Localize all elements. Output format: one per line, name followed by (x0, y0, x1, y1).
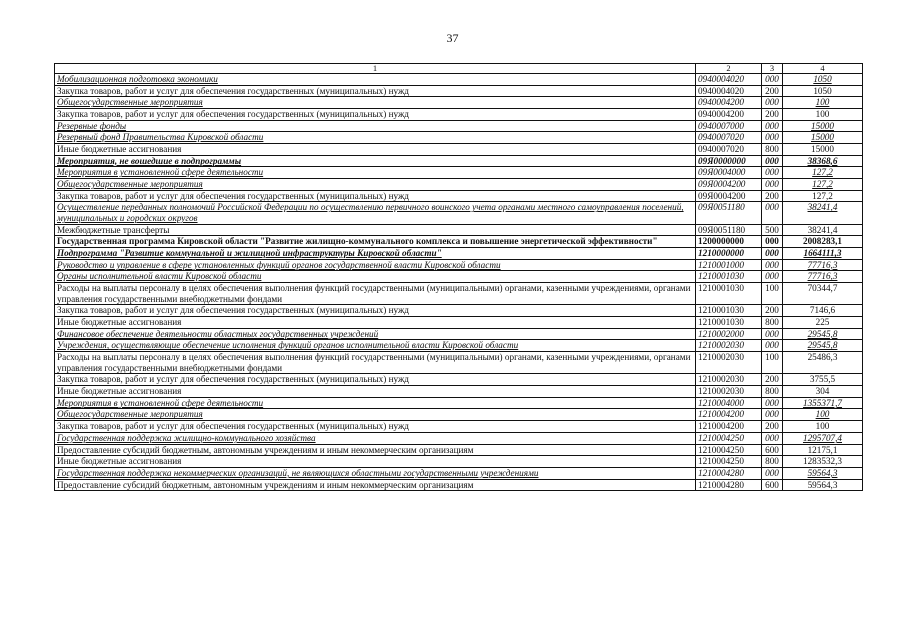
row-name-cell: Расходы на выплаты персоналу в целях обеспечения выполнения функций государственными (муниципальными) органами, казенными учреждениями, органами управления государственными внебюджетными фондами (55, 352, 696, 374)
row-vr-cell: 000 (762, 74, 783, 86)
row-sum-cell: 29545,8 (783, 328, 863, 340)
row-sum-cell: 38368,6 (783, 155, 863, 167)
row-vr-cell: 600 (762, 444, 783, 456)
row-code-cell: 0940007000 (696, 120, 762, 132)
table-row (55, 467, 863, 479)
row-sum-cell: 127,2 (783, 190, 863, 202)
row-name-cell: Органы исполнительной власти Кировской области (55, 271, 696, 283)
row-name-cell: Расходы на выплаты персоналу в целях обеспечения выполнения функций государственными (муниципальными) органами, казенными учреждениями, органами управления государственными внебюджетными фондами (55, 283, 696, 305)
row-name-cell: Межбюджетные трансферты (55, 224, 696, 236)
row-name-cell: Общегосударственные мероприятия (55, 409, 696, 421)
row-name-cell: Общегосударственные мероприятия (55, 97, 696, 109)
row-code-cell: 1210004280 (696, 467, 762, 479)
row-vr-cell: 000 (762, 167, 783, 179)
row-vr-cell: 000 (762, 397, 783, 409)
row-name-cell: Государственная поддержка жилищно-коммунального хозяйства (55, 432, 696, 444)
row-name-cell: Мероприятия в установленной сфере деятельности (55, 397, 696, 409)
row-code-cell: 1200000000 (696, 236, 762, 248)
row-code-cell: 0940004200 (696, 109, 762, 121)
row-vr-cell: 000 (762, 155, 783, 167)
row-vr-cell: 500 (762, 224, 783, 236)
table-row (55, 120, 863, 132)
row-sum-cell: 1050 (783, 74, 863, 86)
row-name-cell: Резервный фонд Правительства Кировской области (55, 132, 696, 144)
table-row (55, 352, 863, 374)
row-vr-cell: 000 (762, 248, 783, 260)
row-vr-cell: 000 (762, 432, 783, 444)
table-row (55, 386, 863, 398)
row-code-cell: 1210001030 (696, 271, 762, 283)
row-code-cell: 1210004250 (696, 432, 762, 444)
row-name-cell: Осуществление переданных полномочий Российской Федерации по осуществлению первичного воинского учета органами местного самоуправления поселений, муниципальных и городских округов (55, 202, 696, 224)
row-vr-cell: 800 (762, 144, 783, 156)
row-sum-cell: 100 (783, 109, 863, 121)
row-vr-cell: 200 (762, 85, 783, 97)
table-row (55, 155, 863, 167)
row-name-cell: Мероприятия в установленной сфере деятельности (55, 167, 696, 179)
row-code-cell: 0940004020 (696, 74, 762, 86)
row-name-cell: Закупка товаров, работ и услуг для обеспечения государственных (муниципальных) нужд (55, 85, 696, 97)
row-sum-cell: 77716,3 (783, 271, 863, 283)
row-code-cell: 1210004250 (696, 456, 762, 468)
row-sum-cell: 1355371,7 (783, 397, 863, 409)
row-sum-cell: 100 (783, 409, 863, 421)
row-name-cell: Иные бюджетные ассигнования (55, 144, 696, 156)
row-sum-cell: 15000 (783, 132, 863, 144)
table-row (55, 236, 863, 248)
row-sum-cell: 2008283,1 (783, 236, 863, 248)
row-code-cell: 09Я0004200 (696, 179, 762, 191)
row-code-cell: 0940007020 (696, 132, 762, 144)
row-code-cell: 1210000000 (696, 248, 762, 260)
row-code-cell: 1210004280 (696, 479, 762, 491)
header-cell-vr: 3 (762, 64, 783, 74)
row-code-cell: 1210002000 (696, 328, 762, 340)
row-name-cell: Предоставление субсидий бюджетным, автономным учреждениям и иным некоммерческим организациям (55, 479, 696, 491)
row-name-cell: Иные бюджетные ассигнования (55, 456, 696, 468)
row-vr-cell: 100 (762, 352, 783, 374)
table-row (55, 444, 863, 456)
row-code-cell: 1210002030 (696, 374, 762, 386)
row-sum-cell: 3755,5 (783, 374, 863, 386)
row-name-cell: Финансовое обеспечение деятельности областных государственных учреждений (55, 328, 696, 340)
row-name-cell: Подпрограмма "Развитие коммунальной и жилищной инфраструктуры Кировской области" (55, 248, 696, 260)
row-vr-cell: 100 (762, 283, 783, 305)
table-row (55, 283, 863, 305)
row-code-cell: 1210002030 (696, 352, 762, 374)
row-code-cell: 1210002030 (696, 386, 762, 398)
row-code-cell: 0940004200 (696, 97, 762, 109)
row-sum-cell: 100 (783, 421, 863, 433)
row-sum-cell: 7146,6 (783, 305, 863, 317)
table-row (55, 85, 863, 97)
table-row (55, 248, 863, 260)
row-sum-cell: 38241,4 (783, 224, 863, 236)
table-row (55, 74, 863, 86)
row-sum-cell: 1295707,4 (783, 432, 863, 444)
row-name-cell: Иные бюджетные ассигнования (55, 317, 696, 329)
row-name-cell: Закупка товаров, работ и услуг для обеспечения государственных (муниципальных) нужд (55, 421, 696, 433)
row-vr-cell: 200 (762, 374, 783, 386)
row-name-cell: Общегосударственные мероприятия (55, 179, 696, 191)
table-row (55, 190, 863, 202)
row-code-cell: 1210001000 (696, 259, 762, 271)
table-row (55, 132, 863, 144)
row-name-cell: Иные бюджетные ассигнования (55, 386, 696, 398)
row-sum-cell: 304 (783, 386, 863, 398)
row-sum-cell: 225 (783, 317, 863, 329)
row-vr-cell: 200 (762, 109, 783, 121)
row-code-cell: 09Я0051180 (696, 202, 762, 224)
row-vr-cell: 000 (762, 409, 783, 421)
row-code-cell: 1210004200 (696, 421, 762, 433)
row-code-cell: 09Я0004200 (696, 190, 762, 202)
row-name-cell: Мобилизационная подготовка экономики (55, 74, 696, 86)
header-cell-code: 2 (696, 64, 762, 74)
table-row (55, 271, 863, 283)
row-sum-cell: 15000 (783, 120, 863, 132)
row-vr-cell: 000 (762, 259, 783, 271)
row-sum-cell: 59564,3 (783, 479, 863, 491)
row-name-cell: Мероприятия, не вошедшие в подпрограммы (55, 155, 696, 167)
table-row (55, 305, 863, 317)
row-sum-cell: 25486,3 (783, 352, 863, 374)
row-code-cell: 1210001030 (696, 305, 762, 317)
table-row (55, 109, 863, 121)
row-code-cell: 1210004200 (696, 409, 762, 421)
row-sum-cell: 1664111,3 (783, 248, 863, 260)
row-name-cell: Государственная поддержка некоммерческих организаций, не являющихся областными государственными учреждениями (55, 467, 696, 479)
row-name-cell: Закупка товаров, работ и услуг для обеспечения государственных (муниципальных) нужд (55, 305, 696, 317)
row-code-cell: 1210001030 (696, 317, 762, 329)
header-cell-sum: 4 (783, 64, 863, 74)
table-row (55, 179, 863, 191)
row-name-cell: Государственная программа Кировской области "Развитие жилищно-коммунального комплекса и повышение энергетической эффективности" (55, 236, 696, 248)
budget-table-body (55, 64, 863, 491)
row-name-cell: Предоставление субсидий бюджетным, автономным учреждениям и иным некоммерческим организациям (55, 444, 696, 456)
row-name-cell: Закупка товаров, работ и услуг для обеспечения государственных (муниципальных) нужд (55, 109, 696, 121)
row-code-cell: 09Я0051180 (696, 224, 762, 236)
row-vr-cell: 000 (762, 236, 783, 248)
row-code-cell: 0940007020 (696, 144, 762, 156)
header-row (55, 64, 863, 74)
table-row (55, 479, 863, 491)
table-row (55, 97, 863, 109)
row-vr-cell: 000 (762, 132, 783, 144)
table-row (55, 202, 863, 224)
budget-table (54, 63, 863, 491)
row-sum-cell: 38241,4 (783, 202, 863, 224)
table-row (55, 259, 863, 271)
row-code-cell: 1210004250 (696, 444, 762, 456)
row-sum-cell: 127,2 (783, 167, 863, 179)
row-vr-cell: 000 (762, 202, 783, 224)
table-row (55, 328, 863, 340)
row-vr-cell: 000 (762, 179, 783, 191)
row-sum-cell: 77716,3 (783, 259, 863, 271)
row-sum-cell: 59564,3 (783, 467, 863, 479)
table-row (55, 456, 863, 468)
row-vr-cell: 200 (762, 421, 783, 433)
row-code-cell: 1210002030 (696, 340, 762, 352)
row-vr-cell: 000 (762, 120, 783, 132)
table-row (55, 340, 863, 352)
row-vr-cell: 000 (762, 271, 783, 283)
row-name-cell: Закупка товаров, работ и услуг для обеспечения государственных (муниципальных) нужд (55, 190, 696, 202)
table-row (55, 374, 863, 386)
row-sum-cell: 12175,1 (783, 444, 863, 456)
row-vr-cell: 800 (762, 456, 783, 468)
table-row (55, 317, 863, 329)
table-row (55, 167, 863, 179)
row-vr-cell: 800 (762, 317, 783, 329)
header-cell-name: 1 (55, 64, 696, 74)
row-vr-cell: 000 (762, 340, 783, 352)
row-code-cell: 1210001030 (696, 283, 762, 305)
row-vr-cell: 000 (762, 467, 783, 479)
table-row (55, 432, 863, 444)
row-sum-cell: 100 (783, 97, 863, 109)
row-sum-cell: 127,2 (783, 179, 863, 191)
row-code-cell: 1210004000 (696, 397, 762, 409)
row-sum-cell: 29545,8 (783, 340, 863, 352)
row-vr-cell: 800 (762, 386, 783, 398)
row-name-cell: Руководство и управление в сфере установленных функций органов государственной власти Кировской области (55, 259, 696, 271)
row-sum-cell: 15000 (783, 144, 863, 156)
row-vr-cell: 000 (762, 97, 783, 109)
row-code-cell: 09Я0004000 (696, 167, 762, 179)
page-number: 37 (446, 31, 459, 45)
table-row (55, 397, 863, 409)
row-name-cell: Резервные фонды (55, 120, 696, 132)
row-name-cell: Учреждения, осуществляющие обеспечение исполнения функций органов исполнительной власти Кировской области (55, 340, 696, 352)
row-code-cell: 0940004020 (696, 85, 762, 97)
row-vr-cell: 200 (762, 305, 783, 317)
row-vr-cell: 200 (762, 190, 783, 202)
row-sum-cell: 1283532,3 (783, 456, 863, 468)
row-name-cell: Закупка товаров, работ и услуг для обеспечения государственных (муниципальных) нужд (55, 374, 696, 386)
row-sum-cell: 1050 (783, 85, 863, 97)
table-row (55, 409, 863, 421)
table-row (55, 421, 863, 433)
row-code-cell: 09Я0000000 (696, 155, 762, 167)
table-row (55, 144, 863, 156)
table-row (55, 224, 863, 236)
row-vr-cell: 600 (762, 479, 783, 491)
row-sum-cell: 70344,7 (783, 283, 863, 305)
row-vr-cell: 000 (762, 328, 783, 340)
